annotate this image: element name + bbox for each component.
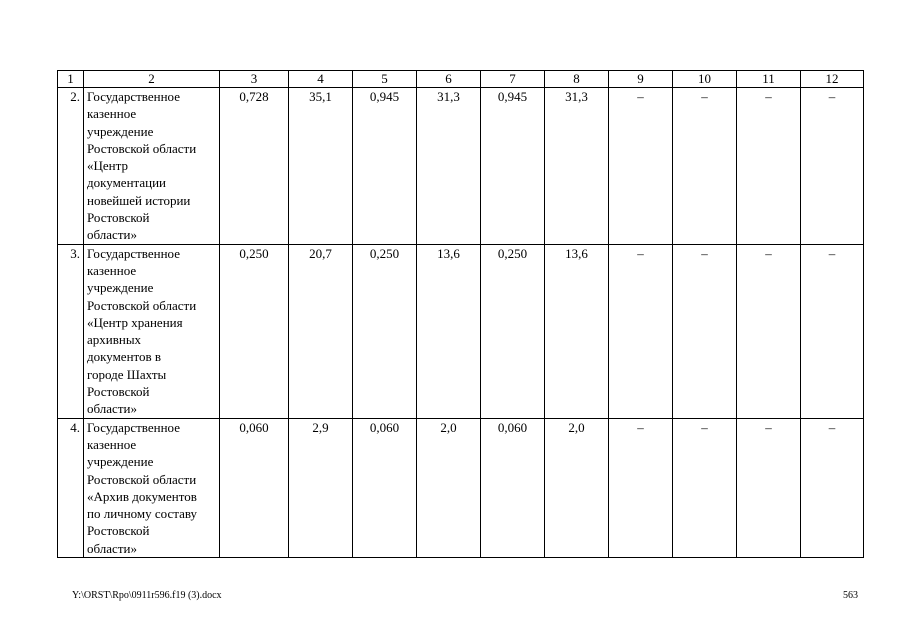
table-cell: – [801, 244, 864, 418]
table-row [58, 88, 864, 245]
table-cell: 0,728 [220, 88, 289, 245]
footer-file-path: Y:\ORST\Rpo\0911r596.f19 (3).docx [72, 590, 222, 601]
table-row [58, 244, 864, 418]
table-cell: 13,6 [417, 244, 481, 418]
table-cell: 13,6 [545, 244, 609, 418]
table-cell: 31,3 [545, 88, 609, 245]
table-cell: – [801, 88, 864, 245]
table-cell: 31,3 [417, 88, 481, 245]
column-header: 4 [289, 71, 353, 88]
table-cell: – [609, 418, 673, 557]
table-cell: 0,945 [481, 88, 545, 245]
table-cell: 20,7 [289, 244, 353, 418]
row-number: 3. [58, 244, 84, 418]
table-cell: – [609, 244, 673, 418]
table-row [58, 418, 864, 557]
column-header: 6 [417, 71, 481, 88]
table-cell: 2,0 [545, 418, 609, 557]
table-cell: 0,250 [220, 244, 289, 418]
column-header: 1 [58, 71, 84, 88]
institution-name: Государственное казенное учреждение Ростовской области «Центр документации новейшей истории Ростовской области» [84, 88, 220, 245]
column-header: 11 [737, 71, 801, 88]
column-header: 3 [220, 71, 289, 88]
column-header: 12 [801, 71, 864, 88]
footer-page-number: 563 [843, 590, 858, 601]
table-cell: 0,250 [353, 244, 417, 418]
table-cell: – [737, 418, 801, 557]
table-cell: 0,060 [353, 418, 417, 557]
column-header: 5 [353, 71, 417, 88]
table-cell: – [801, 418, 864, 557]
table-cell: – [737, 244, 801, 418]
institution-name: Государственное казенное учреждение Ростовской области «Центр хранения архивных документов в городе Шахты Ростовской области» [84, 244, 220, 418]
table-cell: – [673, 88, 737, 245]
table-cell: – [673, 244, 737, 418]
column-header: 9 [609, 71, 673, 88]
column-header: 8 [545, 71, 609, 88]
table-cell: 0,060 [220, 418, 289, 557]
row-number: 4. [58, 418, 84, 557]
table-cell: 2,0 [417, 418, 481, 557]
table-cell: – [673, 418, 737, 557]
data-table [57, 70, 864, 558]
table-cell: 35,1 [289, 88, 353, 245]
row-number: 2. [58, 88, 84, 245]
table-cell: – [737, 88, 801, 245]
column-header: 2 [84, 71, 220, 88]
table-cell: 0,060 [481, 418, 545, 557]
table-cell: 0,250 [481, 244, 545, 418]
table-cell: 0,945 [353, 88, 417, 245]
table-cell: 2,9 [289, 418, 353, 557]
header-row [58, 71, 864, 88]
table-cell: – [609, 88, 673, 245]
column-header: 10 [673, 71, 737, 88]
institution-name: Государственное казенное учреждение Ростовской области «Архив документов по личному составу Ростовской области» [84, 418, 220, 557]
column-header: 7 [481, 71, 545, 88]
